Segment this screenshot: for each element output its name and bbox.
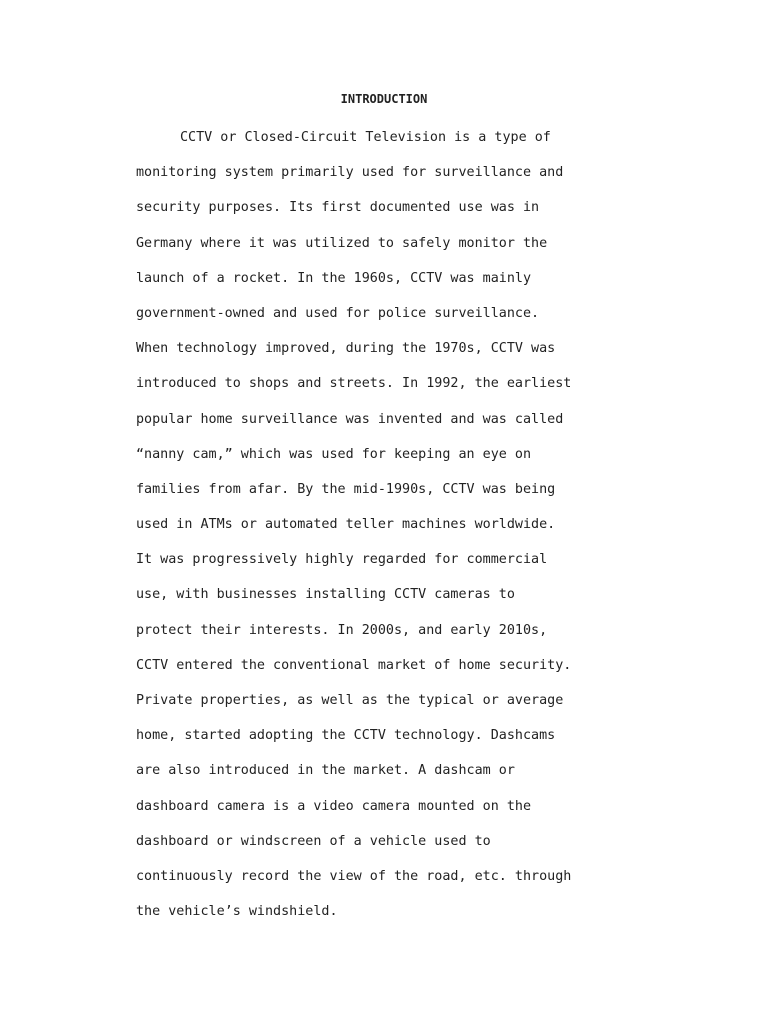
page-title: INTRODUCTION [340, 92, 428, 106]
paragraph-line: introduced to shops and streets. In 1992, the earliest [136, 376, 572, 392]
paragraph-line: the vehicle’s windshield. [136, 904, 338, 920]
paragraph-line: CCTV or Closed-Circuit Television is a type of [180, 130, 551, 145]
paragraph-line: home, started adopting the CCTV technology. Dashcams [136, 728, 556, 744]
paragraph-line: dashboard or windscreen of a vehicle used to [136, 833, 491, 849]
paragraph-line: continuously record the view of the road, etc. through [136, 868, 572, 884]
paragraph-line: launch of a rocket. In the 1960s, CCTV was mainly [136, 270, 532, 286]
paragraph-line: monitoring system primarily used for surveillance and [136, 165, 564, 181]
paragraph-line: families from afar. By the mid-1990s, CCTV was being [136, 481, 556, 497]
paragraph-line: government-owned and used for police surveillance. [136, 305, 540, 321]
paragraph-line: CCTV entered the conventional market of home security. [136, 657, 572, 673]
paragraph-line: protect their interests. In 2000s, and early 2010s, [136, 622, 548, 638]
paragraph-line: When technology improved, during the 1970s, CCTV was [136, 341, 556, 357]
paragraph-line: used in ATMs or automated teller machines worldwide. [136, 517, 556, 533]
paragraph-line: use, with businesses installing CCTV cameras to [136, 587, 515, 603]
body-paragraph [136, 120, 656, 929]
paragraph-line: are also introduced in the market. A dashcam or [136, 763, 515, 779]
paragraph-line: dashboard camera is a video camera mounted on the [136, 798, 532, 814]
paragraph-line: “nanny cam,” which was used for keeping an eye on [136, 446, 532, 462]
paragraph-line: security purposes. Its first documented use was in [136, 200, 540, 216]
paragraph-line: Germany where it was utilized to safely monitor the [136, 235, 548, 251]
paragraph-line: Private properties, as well as the typical or average [136, 693, 564, 708]
paragraph-line: popular home surveillance was invented and was called [136, 411, 564, 427]
paragraph-line: It was progressively highly regarded for commercial [136, 552, 548, 568]
